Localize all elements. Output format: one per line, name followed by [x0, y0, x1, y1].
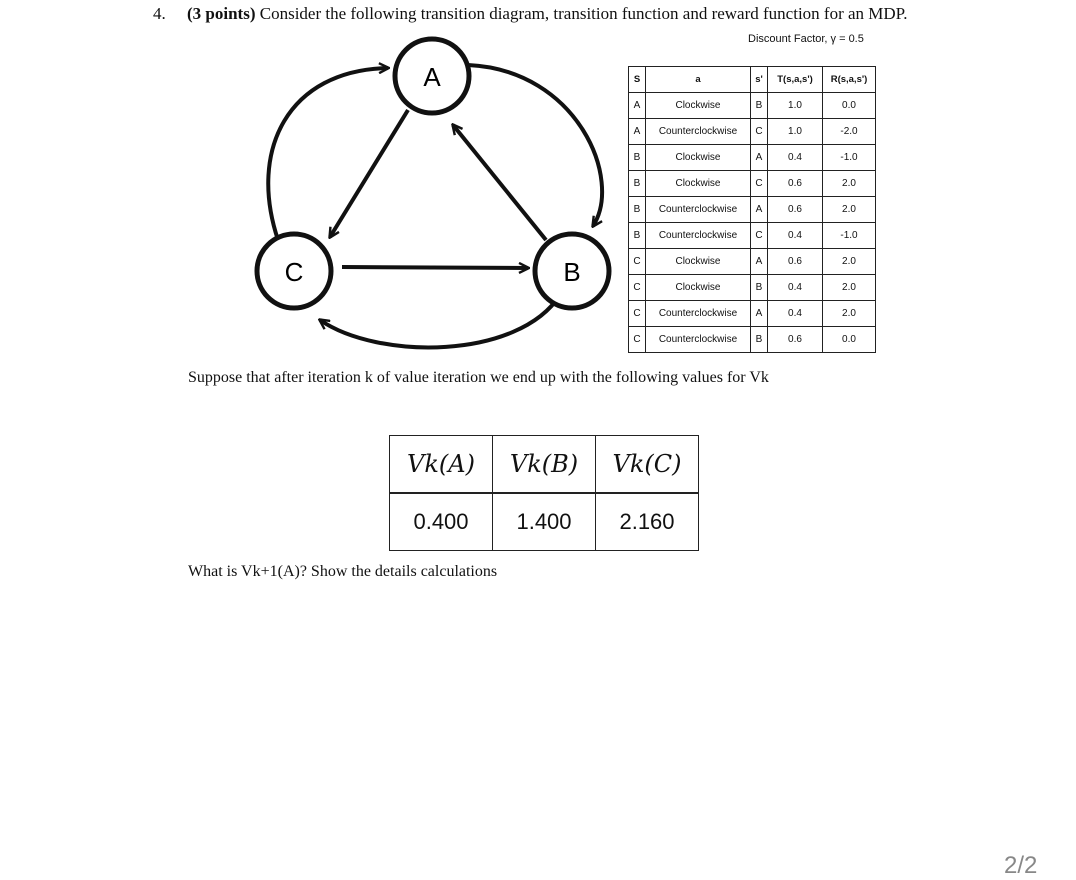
state-c-label: C — [284, 257, 304, 287]
question-2-text: What is Vk+1(A)? Show the details calculations — [188, 563, 498, 580]
cell-action: Clockwise — [646, 93, 751, 119]
edge-a-to-b — [468, 65, 602, 226]
cell-next-state: C — [751, 223, 768, 249]
transition-diagram — [248, 30, 628, 360]
cell-reward: -2.0 — [823, 119, 876, 145]
table-row — [629, 145, 876, 171]
header-vk-a: Vk(A) — [390, 436, 493, 494]
table-body — [629, 93, 876, 353]
table-row — [629, 327, 876, 353]
suppose-text: Suppose that after iteration k of value iteration we end up with the following values for Vk — [188, 369, 769, 386]
table-row — [629, 119, 876, 145]
cell-next-state: C — [751, 171, 768, 197]
cell-reward: 2.0 — [823, 171, 876, 197]
table-row — [629, 223, 876, 249]
cell-transition: 1.0 — [768, 119, 823, 145]
cell-state: C — [629, 275, 646, 301]
table-row — [629, 275, 876, 301]
cell-next-state: A — [751, 145, 768, 171]
cell-next-state: B — [751, 327, 768, 353]
cell-action: Counterclockwise — [646, 197, 751, 223]
edge-b-to-c — [320, 295, 560, 347]
cell-transition: 0.4 — [768, 275, 823, 301]
cell-transition: 0.6 — [768, 327, 823, 353]
table-row — [629, 249, 876, 275]
cell-state: A — [629, 93, 646, 119]
cell-action: Clockwise — [646, 145, 751, 171]
cell-state: B — [629, 171, 646, 197]
cell-state: B — [629, 223, 646, 249]
state-b — [535, 234, 609, 308]
question-number: 4. — [153, 4, 166, 23]
edge-a-to-c — [330, 110, 408, 237]
question-body: Consider the following transition diagram, transition function and reward function for an MDP. — [259, 4, 908, 23]
cell-action: Clockwise — [646, 249, 751, 275]
value-vk-a: 0.400 — [390, 493, 493, 551]
cell-transition: 0.6 — [768, 197, 823, 223]
table-row — [629, 301, 876, 327]
header-reward: R(s,a,s') — [823, 67, 876, 93]
edge-c-to-a — [268, 68, 388, 240]
cell-state: C — [629, 327, 646, 353]
cell-action: Counterclockwise — [646, 327, 751, 353]
question-points: (3 points) — [187, 4, 256, 23]
cell-action: Clockwise — [646, 171, 751, 197]
table-row — [629, 171, 876, 197]
cell-next-state: A — [751, 249, 768, 275]
values-table — [389, 435, 699, 551]
cell-reward: -1.0 — [823, 223, 876, 249]
page-number: 2/2 — [1004, 852, 1038, 879]
value-vk-c: 2.160 — [596, 493, 699, 551]
cell-next-state: A — [751, 301, 768, 327]
edge-b-to-a — [453, 125, 546, 240]
cell-reward: 2.0 — [823, 301, 876, 327]
transition-reward-table — [628, 66, 876, 353]
cell-state: B — [629, 197, 646, 223]
values-row — [390, 493, 699, 551]
cell-next-state: C — [751, 119, 768, 145]
cell-reward: 0.0 — [823, 93, 876, 119]
header-s-prime: s' — [751, 67, 768, 93]
cell-next-state: A — [751, 197, 768, 223]
header-vk-c: Vk(C) — [596, 436, 699, 494]
cell-state: C — [629, 249, 646, 275]
values-header-row — [390, 436, 699, 494]
value-vk-b: 1.400 — [493, 493, 596, 551]
cell-reward: 2.0 — [823, 249, 876, 275]
cell-action: Counterclockwise — [646, 301, 751, 327]
cell-transition: 0.4 — [768, 223, 823, 249]
cell-next-state: B — [751, 93, 768, 119]
table-row — [629, 93, 876, 119]
header-s: S — [629, 67, 646, 93]
table-header-row — [629, 67, 876, 93]
cell-transition: 1.0 — [768, 93, 823, 119]
table-row — [629, 197, 876, 223]
cell-next-state: B — [751, 275, 768, 301]
discount-factor: Discount Factor, γ = 0.5 — [748, 33, 864, 45]
cell-reward: 0.0 — [823, 327, 876, 353]
cell-action: Counterclockwise — [646, 119, 751, 145]
cell-state: B — [629, 145, 646, 171]
cell-reward: 2.0 — [823, 197, 876, 223]
cell-reward: -1.0 — [823, 145, 876, 171]
cell-transition: 0.4 — [768, 145, 823, 171]
cell-reward: 2.0 — [823, 275, 876, 301]
question-text — [187, 4, 908, 24]
cell-state: A — [629, 119, 646, 145]
cell-state: C — [629, 301, 646, 327]
state-a — [395, 39, 469, 113]
header-vk-b: Vk(B) — [493, 436, 596, 494]
cell-action: Counterclockwise — [646, 223, 751, 249]
edge-c-to-b — [342, 267, 528, 268]
cell-transition: 0.4 — [768, 301, 823, 327]
state-a-label: A — [423, 62, 441, 92]
state-c — [257, 234, 331, 308]
cell-transition: 0.6 — [768, 249, 823, 275]
cell-action: Clockwise — [646, 275, 751, 301]
header-transition: T(s,a,s') — [768, 67, 823, 93]
cell-transition: 0.6 — [768, 171, 823, 197]
state-b-label: B — [563, 257, 581, 287]
header-a: a — [646, 67, 751, 93]
